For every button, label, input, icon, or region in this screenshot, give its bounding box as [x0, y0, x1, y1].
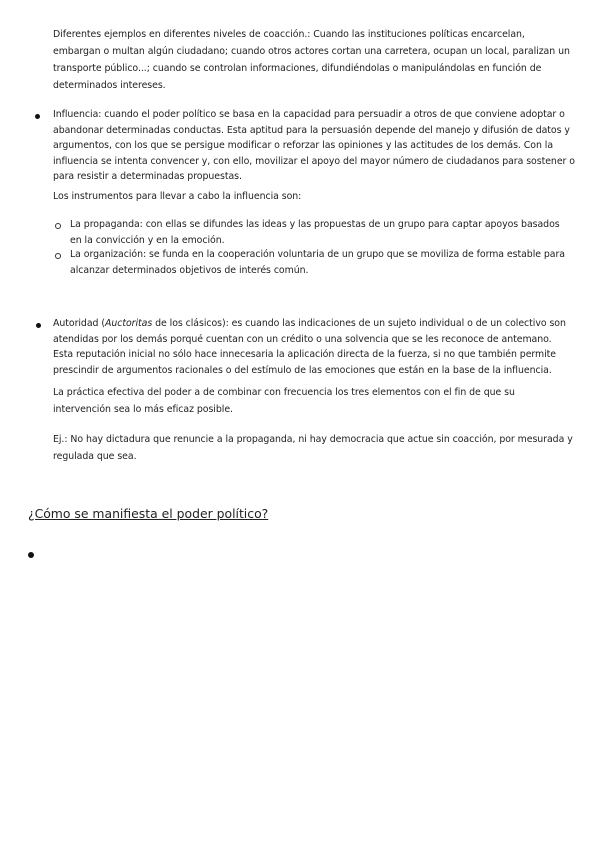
instruments-intro: Los instrumentos para llevar a cabo la influencia son: — [53, 191, 302, 202]
practice-paragraph: La práctica efectiva del poder a de combinar con frecuencia los tres elementos con el fin de que su intervención sea lo más eficaz posible. — [53, 387, 515, 415]
circle-bullet-icon — [55, 223, 61, 229]
autoridad-paragraph — [53, 316, 573, 378]
autoridad-text-rest: de los clásicos): es cuando las indicaciones de un sujeto individual o de un colectivo son atendidas por los demás porqué cuentan con un crédito o una solvencia que se les reconoce de antemano. Esta reputación inicial no sólo hace innecesaria la aplicación directa de la fuerza, si no que también permite prescindir de argumentos racionales o del estímulo de las emociones que están en la base de la influencia. — [53, 318, 566, 376]
intro-paragraph: Diferentes ejemplos en diferentes niveles de coacción.: Cuando las instituciones políticas encarcelan, embargan o multan algún ciudadano; cuando otros actores cortan una carretera, ocupan un local, paralizan un transporte público...; cuando se controlan informaciones, difundiéndolas o manipulándolas en función de determinados intereses. — [53, 29, 570, 91]
example-paragraph: Ej.: No hay dictadura que renuncie a la propaganda, ni hay democracia que actue sin coacción, por mesurada y regulada que sea. — [53, 434, 573, 462]
bullet-dot-icon — [36, 323, 41, 328]
auctoritas-term: Auctoritas — [104, 318, 153, 329]
bullet-dot-icon — [35, 114, 40, 119]
autoridad-text-start: Autoridad ( — [53, 318, 105, 329]
instrument-organizacion: La organización: se funda en la cooperación voluntaria de un grupo que se moviliza de forma estable para alcanzar determinados objetivos de interés común. — [70, 249, 565, 276]
circle-bullet-icon — [55, 253, 61, 259]
instrument-propaganda: La propaganda: con ellas se difundes las ideas y las propuestas de un grupo para captar apoyos basados en la convicción y en la emoción. — [70, 219, 560, 246]
bullet-dot-icon — [28, 552, 34, 558]
influencia-paragraph: Influencia: cuando el poder político se basa en la capacidad para persuadir a otros de que conviene adoptar o abandonar determinadas conductas. Esta aptitud para la persuasión depende del manejo y difusión de datos y argumentos, con los que se persigue modificar o reforzar las opiniones y las actitudes de los demás. Con la influencia se intenta convencer y, con ello, movilizar el apoyo del mayor número de ciudadanos para sostener o para resistir a determinadas propuestas. — [53, 109, 575, 182]
section-heading: ¿Cómo se manifiesta el poder político? — [28, 506, 269, 521]
